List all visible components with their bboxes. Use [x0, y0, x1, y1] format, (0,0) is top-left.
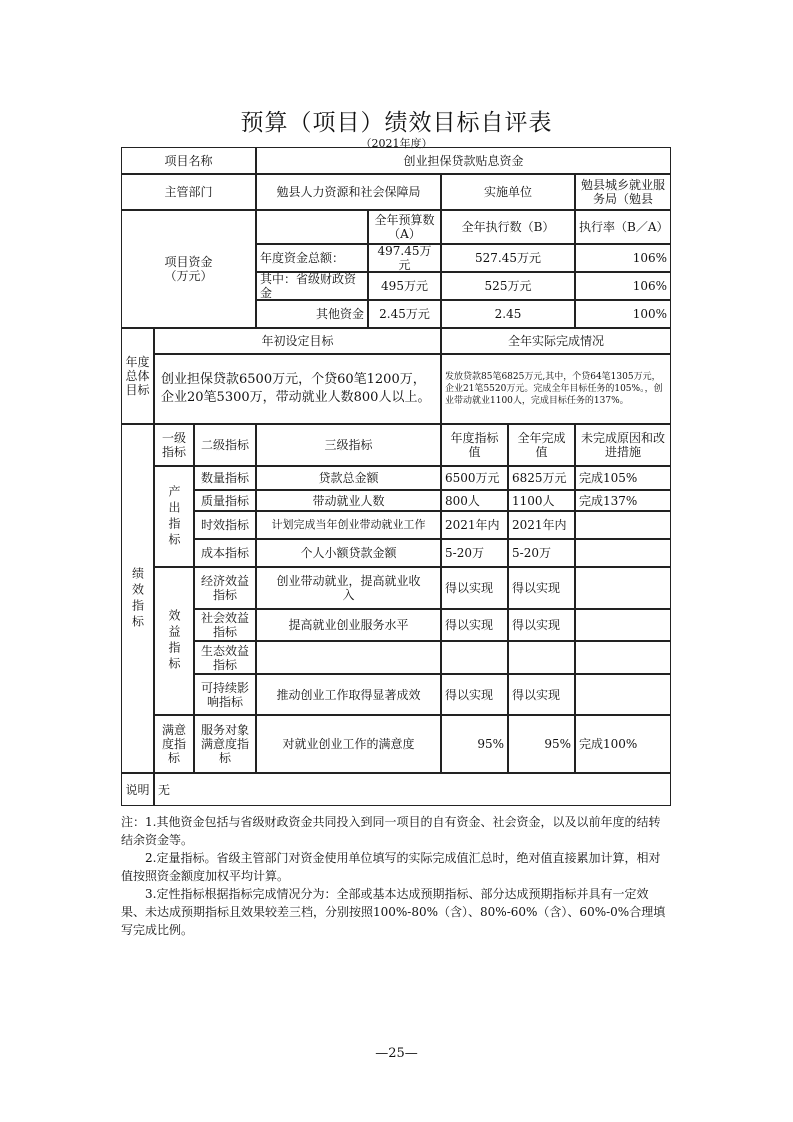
- output-l2: 质量指标: [194, 490, 256, 511]
- page-number: —25—: [375, 1046, 418, 1061]
- h-target: 年度指标值: [441, 424, 508, 466]
- footnote: 2.定量指标。省级主管部门对资金使用单位填写的实际完成值汇总时，绝对值直接累加计算，相对值按照资金额度加权平均计算。: [121, 851, 661, 883]
- output-l3: 贷款总金额: [256, 466, 441, 490]
- satisfaction-label: 满意度指标: [154, 715, 194, 773]
- footnotes: [121, 813, 671, 939]
- h-level3: 三级指标: [256, 424, 441, 466]
- output-reason: 完成137%: [575, 490, 671, 511]
- initial-goal-text: 创业担保贷款6500万元，个贷60笔1200万，企业20笔5300万，带动就业人数800人以上。: [154, 354, 441, 424]
- fund-other-exec: 2.45: [441, 300, 575, 328]
- perf-label: 绩效指标: [121, 424, 154, 773]
- output-actual: 1100人: [508, 490, 575, 511]
- h-actual: 全年完成值: [508, 424, 575, 466]
- output-target: 800人: [441, 490, 508, 511]
- output-reason: 完成105%: [575, 466, 671, 490]
- output-target: 6500万元: [441, 466, 508, 490]
- h-reason: 未完成原因和改进措施: [575, 424, 671, 466]
- benefit-l2: 生态效益指标: [194, 641, 256, 674]
- benefit-l3: 推动创业工作取得显著成效: [256, 674, 441, 715]
- benefit-l3: [256, 641, 441, 674]
- benefit-target: 得以实现: [441, 567, 508, 609]
- fiscal-year: （2021年度）: [360, 137, 433, 150]
- output-target: 5-20万: [441, 539, 508, 567]
- output-l2: 数量指标: [194, 466, 256, 490]
- fund-provincial-exec: 525万元: [441, 272, 575, 300]
- footnote: 注：1.其他资金包括与省级财政资金共同投入到同一项目的自有资金、社会资金，以及以前年度的结转结余资金等。: [121, 815, 661, 847]
- benefit-target: [441, 641, 508, 674]
- funds-label: 项目资金（万元）: [121, 210, 256, 328]
- funds-header-blank: [256, 210, 368, 244]
- benefit-reason: [575, 641, 671, 674]
- fund-total-budget: 497.45万元: [368, 244, 441, 272]
- output-l3: 计划完成当年创业带动就业工作: [256, 511, 441, 539]
- output-l2: 时效指标: [194, 511, 256, 539]
- fund-provincial-label: 其中：省级财政资金: [256, 272, 368, 300]
- fund-provincial-budget: 495万元: [368, 272, 441, 300]
- benefit-label: 效益指标: [154, 567, 194, 715]
- col-exec: 全年执行数（B）: [441, 210, 575, 244]
- col-budget: 全年预算数（A）: [368, 210, 441, 244]
- benefit-actual: [508, 641, 575, 674]
- output-label: 产出指标: [154, 466, 194, 567]
- dept-label: 主管部门: [121, 174, 256, 210]
- satisfaction-l3: 对就业创业工作的满意度: [256, 715, 441, 773]
- benefit-reason: [575, 567, 671, 609]
- benefit-l3: 创业带动就业，提高就业收入: [256, 567, 441, 609]
- fund-other-rate: 100%: [575, 300, 671, 328]
- benefit-l3: 提高就业创业服务水平: [256, 609, 441, 641]
- fund-provincial-rate: 106%: [575, 272, 671, 300]
- benefit-l2: 经济效益指标: [194, 567, 256, 609]
- project-name-value: 创业担保贷款贴息资金: [256, 147, 671, 174]
- satisfaction-reason: 完成100%: [575, 715, 671, 773]
- col-initial-goal: 年初设定目标: [154, 328, 441, 354]
- benefit-actual: 得以实现: [508, 674, 575, 715]
- h-level2: 二级指标: [194, 424, 256, 466]
- fund-total-rate: 106%: [575, 244, 671, 272]
- col-actual-goal: 全年实际完成情况: [441, 328, 671, 354]
- benefit-l2: 社会效益指标: [194, 609, 256, 641]
- project-name-label: 项目名称: [121, 147, 256, 174]
- footnote: 3.定性指标根据指标完成情况分为：全部或基本达成预期指标、部分达成预期指标并具有一定效果、未达成预期指标且效果较差三档，分别按照100%-80%（含）、80%-60%（含）、60%-0%合理填写完成比例。: [121, 887, 666, 937]
- output-reason: [575, 539, 671, 567]
- satisfaction-l2: 服务对象满意度指标: [194, 715, 256, 773]
- output-actual: 2021年内: [508, 511, 575, 539]
- satisfaction-actual: 95%: [508, 715, 575, 773]
- benefit-reason: [575, 674, 671, 715]
- impl-value: 勉县城乡就业服务局（勉县: [575, 174, 671, 210]
- benefit-target: 得以实现: [441, 674, 508, 715]
- impl-label: 实施单位: [441, 174, 575, 210]
- output-l2: 成本指标: [194, 539, 256, 567]
- satisfaction-target: 95%: [441, 715, 508, 773]
- remark-value: 无: [154, 773, 671, 806]
- h-level1: 一级指标: [154, 424, 194, 466]
- output-l3: 带动就业人数: [256, 490, 441, 511]
- benefit-reason: [575, 609, 671, 641]
- fund-other-label: 其他资金: [256, 300, 368, 328]
- fund-other-budget: 2.45万元: [368, 300, 441, 328]
- benefit-actual: 得以实现: [508, 609, 575, 641]
- output-actual: 6825万元: [508, 466, 575, 490]
- actual-goal-text: 发放贷款85笔6825万元,其中，个贷64笔1305万元，企业21笔5520万元。完成全年目标任务的105%。，创业带动就业1100人，完成目标任务的137%。: [441, 354, 671, 424]
- page-title: 预算（项目）绩效目标自评表: [240, 110, 553, 136]
- benefit-target: 得以实现: [441, 609, 508, 641]
- fund-total-exec: 527.45万元: [441, 244, 575, 272]
- goal-label: 年度总体目标: [121, 328, 154, 424]
- output-reason: [575, 511, 671, 539]
- fund-total-label: 年度资金总额：: [256, 244, 368, 272]
- benefit-actual: 得以实现: [508, 567, 575, 609]
- col-rate: 执行率（B／A）: [575, 210, 671, 244]
- dept-value: 勉县人力资源和社会保障局: [256, 174, 441, 210]
- output-target: 2021年内: [441, 511, 508, 539]
- remark-label: 说明: [121, 773, 154, 806]
- output-l3: 个人小额贷款金额: [256, 539, 441, 567]
- output-actual: 5-20万: [508, 539, 575, 567]
- evaluation-table: [121, 147, 671, 807]
- benefit-l2: 可持续影响指标: [194, 674, 256, 715]
